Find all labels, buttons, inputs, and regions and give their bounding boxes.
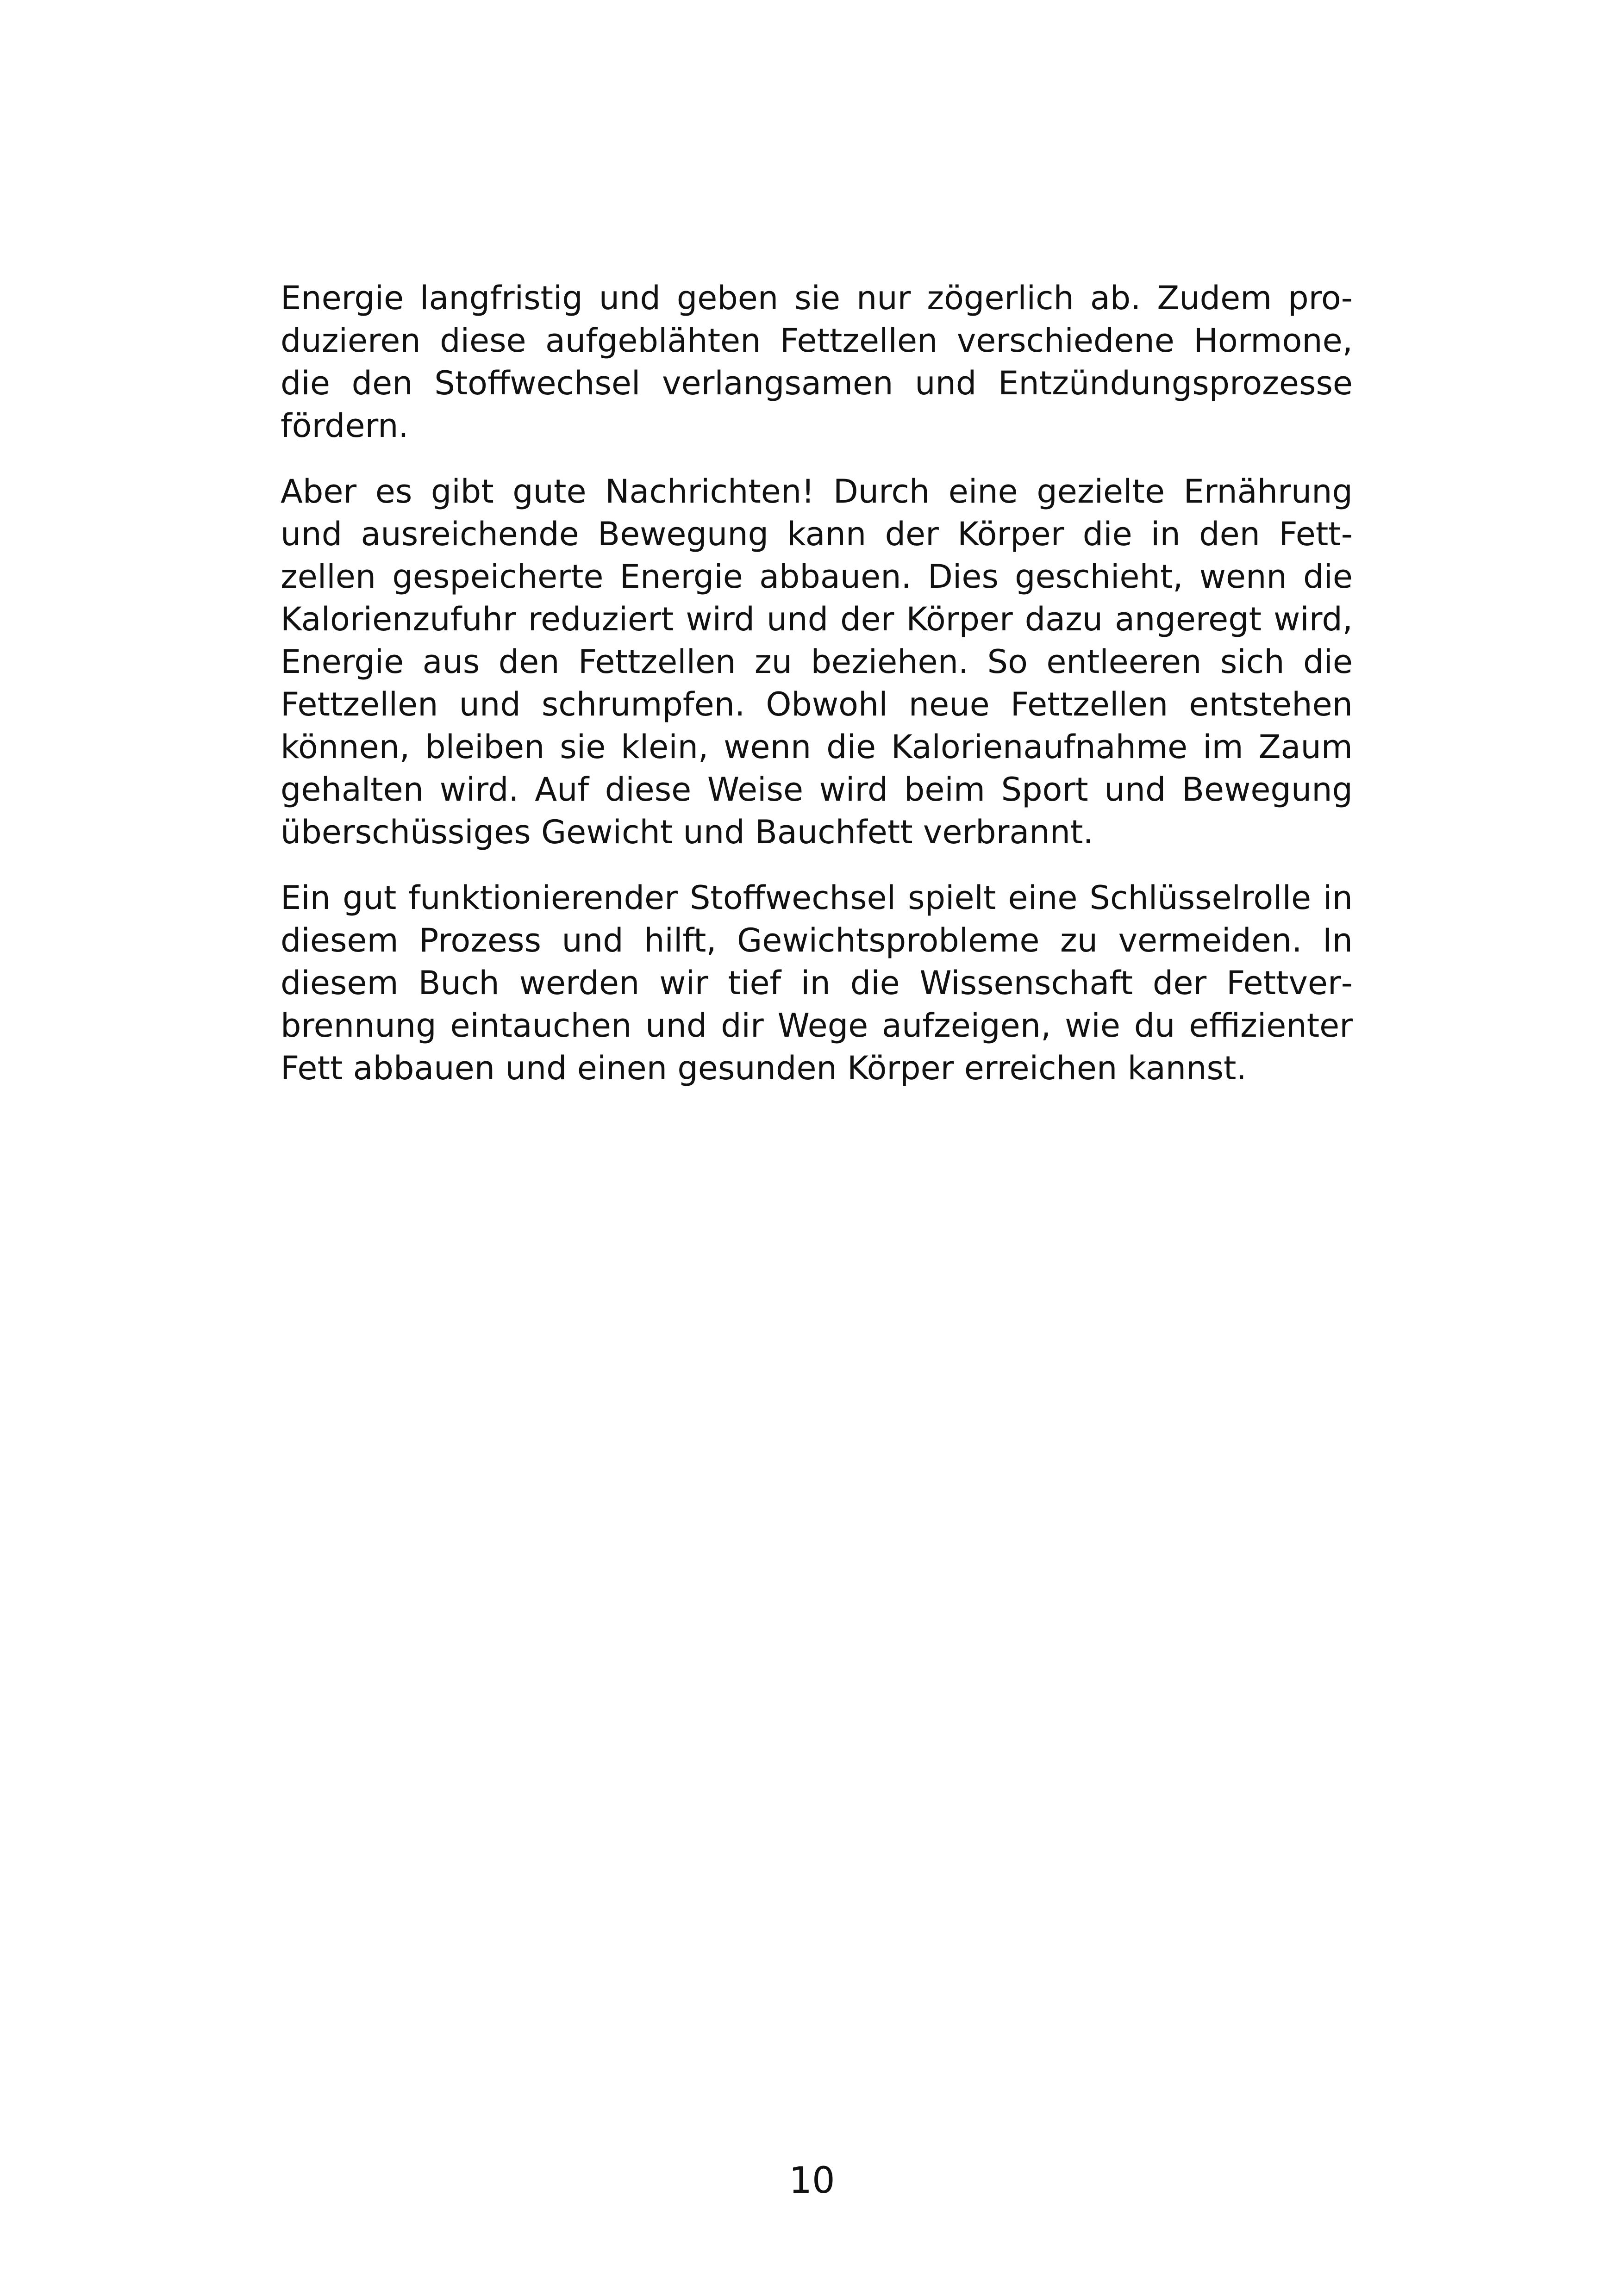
body-text: [281, 277, 1353, 1113]
paragraph-2: Aber es gibt gute Nachrichten! Durch eine gezielte Ernährung und ausreichende Bewegung kann der Körper die in den Fettzellen gespeicherte Energie abbauen. Dies geschieht, wenn die Kalorienzufuhr reduziert wird und der Körper dazu angeregt wird, Energie aus den Fettzellen zu beziehen. So entleeren sich die Fettzellen und schrumpfen. Obwohl neue Fettzellen entstehen können, bleiben sie klein, wenn die Kalorienaufnahme im Zaum gehalten wird. Auf diese Weise wird beim Sport und Bewegung überschüssiges Gewicht und Bauchfett verbrannt.: [281, 473, 1353, 851]
paragraph-1: Energie langfristig und geben sie nur zögerlich ab. Zudem produzieren diese aufgeblähten Fettzellen verschiedene Hormone, die den Stoffwechsel verlangsamen und Entzündungsprozesse fördern.: [281, 279, 1353, 445]
paragraph-3: Ein gut funktionierender Stoffwechsel spielt eine Schlüsselrolle in diesem Prozess und hilft, Gewichtsprobleme zu vermeiden. In diesem Buch werden wir tief in die Wissenschaft der Fettverbrennung eintauchen und dir Wege aufzeigen, wie du effizienter Fett abbauen und einen gesunden Körper erreichen kannst.: [281, 879, 1353, 1087]
page-number: 10: [789, 2160, 835, 2202]
